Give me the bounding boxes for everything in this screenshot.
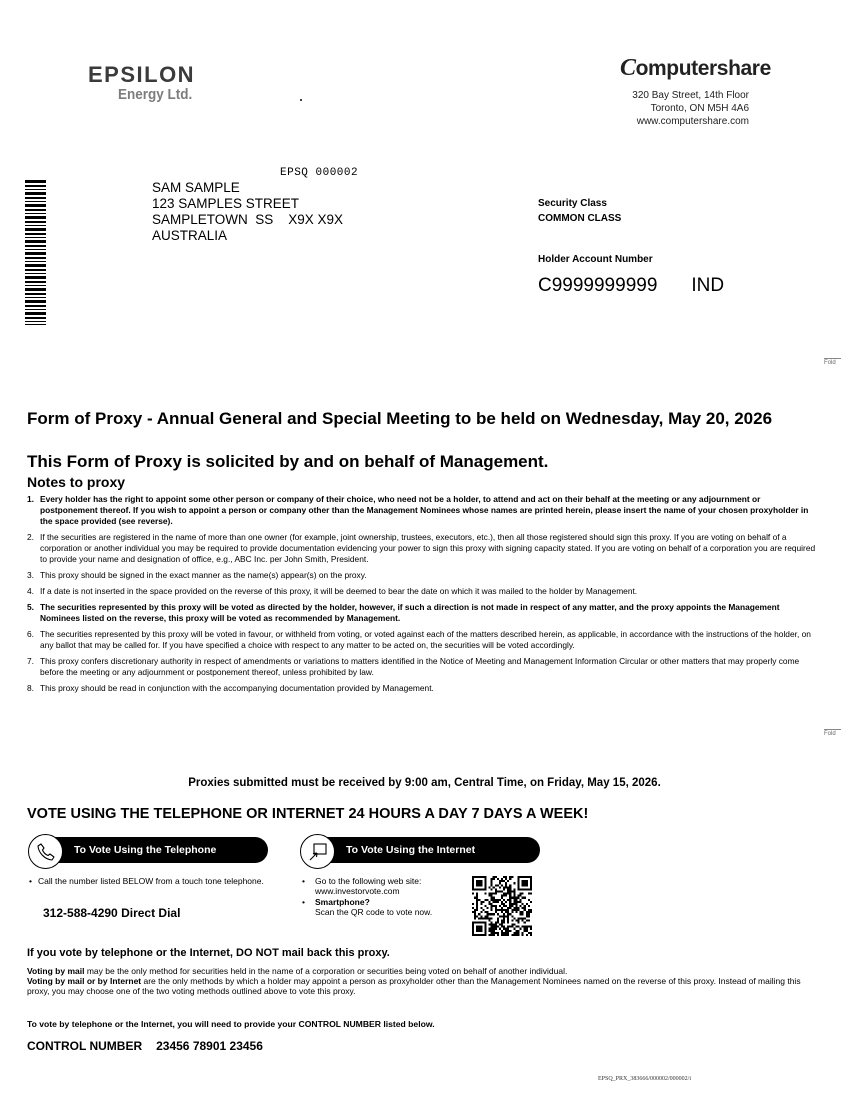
issuer-subtitle: Energy Ltd. [118, 86, 193, 103]
issuer-logo: EPSILON [88, 62, 196, 87]
address-line: 123 SAMPLES STREET [152, 196, 300, 211]
telephone-vote-banner: To Vote Using the Telephone [46, 837, 268, 863]
control-number-value: 23456 78901 23456 [156, 1039, 263, 1053]
form-title: Form of Proxy - Annual General and Special Meeting to be held on Wednesday, May 20, 2026 [27, 409, 773, 428]
agent-logo: Computershare [620, 55, 771, 81]
note-item: 5. The securities represented by this proxy will be voted as directed by the holder, however, if such a direction is not made in respect of any matter, and the proxy appoints the Management Nominees listed on the reverse, this proxy will be voted as recommended by Management. [27, 602, 780, 623]
note-item: 2. If the securities are registered in the name of more than one owner (for example, joint ownership, trustees, executors, etc.), then all those registered should sign this proxy. If you are voting on behalf of a corporation or another individual you may be required to provide documentation evidencing your power to sign this proxy with signing capacity stated. If you are voting on behalf of a corporation you are required to provide your name and designation of office, e.g., ABC Inc. per John Smith, President. [27, 532, 816, 564]
account-number-label: Holder Account Number [538, 254, 653, 265]
agent-logo-mark-icon: C [620, 55, 636, 81]
solicitation-statement: This Form of Proxy is solicited by and on behalf of Management. [27, 452, 549, 471]
note-item: 3. This proxy should be signed in the exact manner as the name(s) appear(s) on the proxy. [27, 570, 367, 580]
vote-website[interactable]: www.investorvote.com [315, 886, 400, 896]
fold-mark: Fold [824, 358, 841, 366]
account-number-value: C9999999999 [538, 275, 658, 296]
dot-mark [300, 99, 302, 101]
bullet: • [302, 897, 305, 907]
vote-heading: VOTE USING THE TELEPHONE OR INTERNET 24 HOURS A DAY 7 DAYS A WEEK! [27, 806, 589, 822]
control-number-note: To vote by telephone or the Internet, you will need to provide your CONTROL NUMBER listed below. [27, 1019, 435, 1029]
agent-address-line: www.computershare.com [636, 116, 749, 127]
security-class-label: Security Class [538, 198, 607, 209]
fold-mark: Fold [824, 729, 841, 737]
note-item: 6. The securities represented by this proxy will be voted in favour, or withheld from voting, or voted against each of the matters described herein, as applicable, in accordance with the instructions of the holder, on any ballot that may be called for. If you have specified a choice with respect to any matter to be acted on, the securities will be voted accordingly. [27, 629, 811, 650]
note-item: 8. This proxy should be read in conjunction with the accompanying documentation provided by Management. [27, 683, 434, 693]
postal-barcode [25, 180, 46, 325]
document-code: EPSQ_PRX_383666/000002/000002/i [598, 1076, 692, 1082]
mailing-code: EPSQ 000002 [280, 167, 359, 179]
control-number-label: CONTROL NUMBER [27, 1039, 143, 1053]
note-item: 1. Every holder has the right to appoint some other person or company of their choice, who need not be a holder, to attend and act on their behalf at the meeting or any adjournment or postponement thereof. If you wish to appoint a person or company other than the Management Nominees whose names are printed herein, please insert the name of your chosen proxyholder in the space provided (see reverse). [27, 494, 809, 526]
notes-heading: Notes to proxy [27, 474, 126, 490]
qr-code[interactable] [472, 876, 532, 936]
bullet: • [29, 876, 32, 886]
internet-instructions: • Go to the following web site: www.investorvote.com • Smartphone? Scan the QR code to vote now. [302, 876, 485, 917]
account-type: IND [691, 275, 725, 296]
security-class-value: COMMON CLASS [538, 213, 622, 224]
control-number [27, 1039, 263, 1053]
agent-address-line: 320 Bay Street, 14th Floor [632, 90, 749, 101]
address-line: SAM SAMPLE [152, 180, 240, 195]
notes-list [27, 494, 817, 699]
agent-address [632, 89, 749, 128]
note-item: 4. If a date is not inserted in the space provided on the reverse of this proxy, it will be deemed to bear the date on which it was mailed to the holder by Management. [27, 586, 638, 596]
mail-voting-paragraph: Voting by mail may be the only method for securities held in the name of a corporation or securities being voted on behalf of another individual. Voting by mail or by Internet are the only methods by which a holder may appoint a person as proxyholder other than the Management Nominees named on the reverse of this proxy. Instead of mailing this proxy, you may choose one of the two voting methods outlined above to vote this proxy. [27, 966, 801, 996]
address-line: SAMPLETOWN SS X9X X9X [152, 212, 344, 227]
address-line: AUSTRALIA [152, 228, 228, 243]
phone-icon [28, 834, 63, 869]
internet-vote-banner: To Vote Using the Internet [318, 837, 540, 863]
cursor-window-icon [300, 834, 335, 869]
account-number [538, 275, 724, 297]
submission-deadline: Proxies submitted must be received by 9:00 am, Central Time, on Friday, May 15, 2026. [188, 777, 661, 789]
telephone-number: 312-588-4290 Direct Dial [43, 906, 181, 920]
do-not-mail-notice: If you vote by telephone or the Internet, DO NOT mail back this proxy. [27, 947, 390, 959]
agent-address-line: Toronto, ON M5H 4A6 [650, 103, 749, 114]
bullet: • [302, 876, 305, 886]
note-item: 7. This proxy confers discretionary authority in respect of amendments or variations to matters identified in the Notice of Meeting and Management Information Circular or other matters that may properly come before the meeting or any adjournment or postponement thereof, unless prohibited by law. [27, 656, 800, 677]
telephone-instruction: • Call the number listed BELOW from a touch tone telephone. [29, 876, 264, 886]
mailing-address [152, 180, 343, 244]
